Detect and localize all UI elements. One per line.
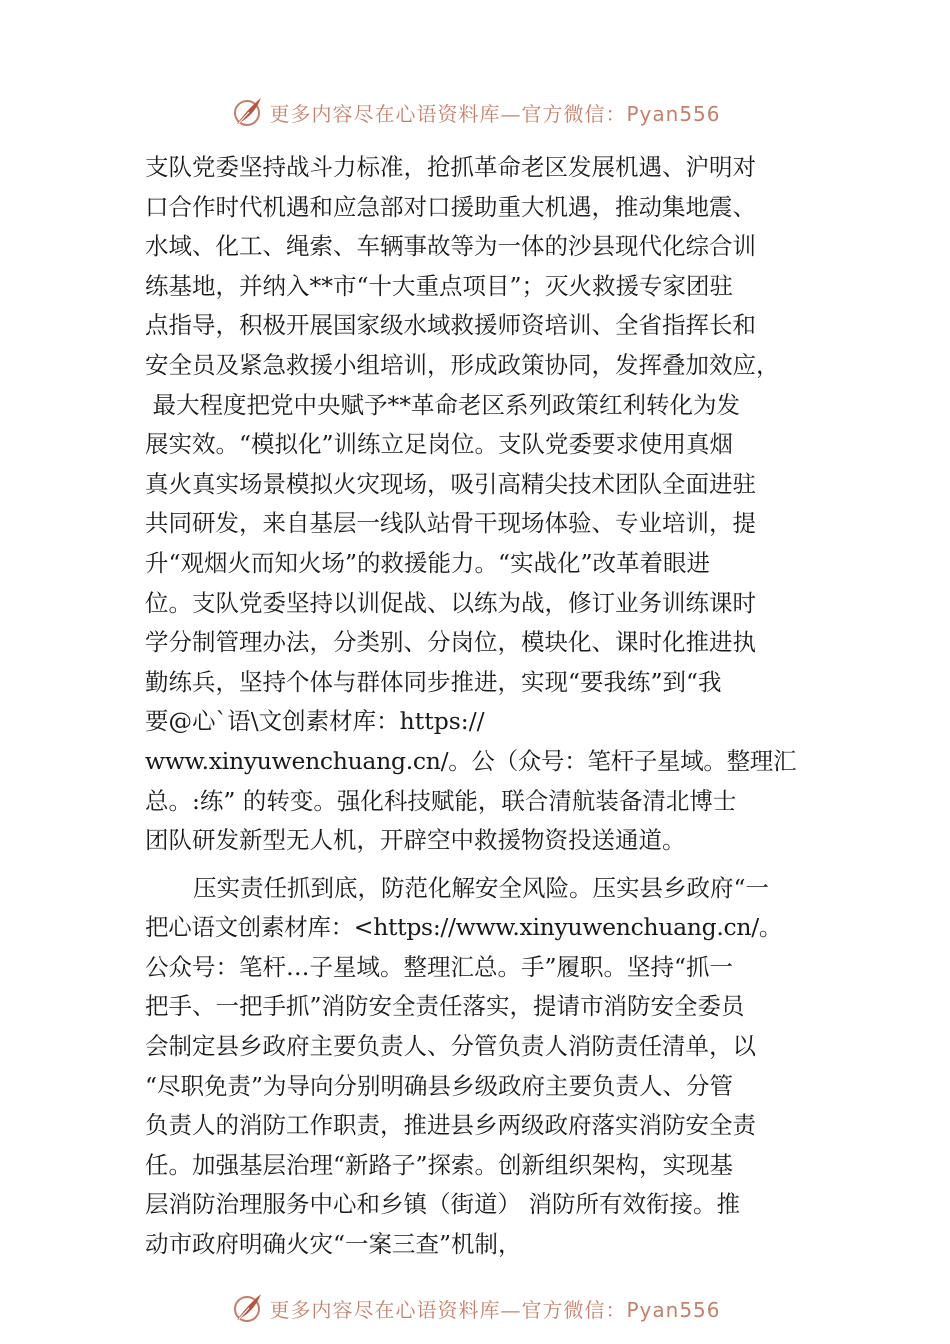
footer-banner (0, 1288, 950, 1328)
quill-pen-logo-icon (229, 1290, 265, 1326)
quill-pen-logo-icon (229, 94, 265, 130)
body-line: 学分制管理办法，分类别、分岗位，模块化、课时化推进执 (145, 628, 756, 657)
body-line: 口合作时代机遇和应急部对口援助重大机遇，推动集地震、 (145, 192, 756, 221)
body-line: 展实效。“模拟化”训练立足岗位。支队党委要求使用真烟 (145, 430, 734, 459)
body-line: 把手、一把手抓”消防安全责任落实，提请市消防安全委员 (145, 992, 745, 1021)
body-line: “尽职免责”为导向分别明确县乡级政府主要负责人、分管 (145, 1071, 734, 1100)
body-line: 把心语文创素材库：<https://www.xinyuwenchuang.cn/。 (145, 913, 783, 942)
header-banner-text: 更多内容尽在心语资料库—官方微信：Pyan556 (269, 101, 721, 126)
body-line: 位。支队党委坚持以训促战、以练为战，修订业务训练课时 (145, 588, 756, 617)
body-line: 水域、化工、绳索、车辆事故等为一体的沙县现代化综合训 (145, 232, 756, 261)
body-line: 任。加强基层治理“新路子”探索。创新组织架构，实现基 (145, 1150, 734, 1179)
header-banner (0, 92, 950, 132)
body-line: 层消防治理服务中心和乡镇（街道） 消防所有效衔接。推 (145, 1190, 740, 1219)
body-line: 点指导，积极开展国家级水域救援师资培训、全省指挥长和 (145, 311, 756, 340)
body-line: 动市政府明确火灾“一案三查”机制， (145, 1230, 522, 1259)
body-line: 安全员及紧急救援小组培训，形成政策协同，发挥叠加效应， (145, 350, 780, 379)
document-body (145, 148, 825, 1265)
body-line: www.xinyuwenchuang.cn/。公（众号：笔杆子星域。整理汇 (145, 746, 797, 775)
wechat-handle: Pyan556 (626, 1297, 721, 1322)
body-line: 负责人的消防工作职责，推进县乡两级政府落实消防安全责 (145, 1111, 756, 1140)
body-line: 团队研发新型无人机，开辟空中救援物资投送通道。 (145, 826, 686, 855)
body-line: 会制定县乡政府主要负责人、分管负责人消防责任清单，以 (145, 1032, 756, 1061)
body-line: 最大程度把党中央赋予**革命老区系列政策红利转化为发 (145, 390, 740, 419)
body-line: 共同研发，来自基层一线队站骨干现场体验、专业培训，提 (145, 509, 756, 538)
body-line: 总。:练” 的转变。强化科技赋能，联合清航装备清北博士 (145, 786, 737, 815)
body-line: 真火真实场景模拟火灾现场，吸引高精尖技术团队全面进驻 (145, 469, 756, 498)
body-line: 勤练兵，坚持个体与群体同步推进，实现“要我练”到“我 (145, 667, 722, 696)
paragraph-start-line: 压实责任抓到底，防范化解安全风险。压实县乡政府“一 (193, 873, 770, 902)
body-line: 支队党委坚持战斗力标准，抢抓革命老区发展机遇、沪明对 (145, 153, 756, 181)
wechat-handle: Pyan556 (626, 101, 721, 126)
body-line: 升“观烟火而知火场”的救援能力。“实战化”改革着眼进 (145, 548, 711, 577)
body-line: 要@心`语\文创素材库：https:// (145, 707, 485, 736)
body-line: 公众号：笔杆…子星域。整理汇总。手”履职。坚持“抓一 (145, 952, 734, 981)
footer-banner-text: 更多内容尽在心语资料库—官方微信：Pyan556 (269, 1297, 721, 1322)
body-line: 练基地，并纳入**市“十大重点项目”；灭火救援专家团驻 (145, 271, 734, 300)
